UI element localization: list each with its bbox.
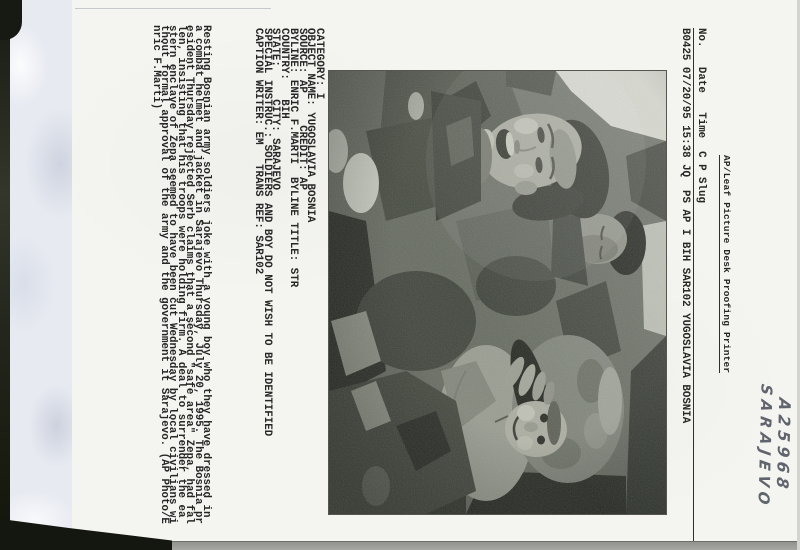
scanner-edge-strip [0, 0, 10, 550]
printer-columns-header: No. Date Time C P Slug [693, 28, 706, 542]
caption-line: nric F.Marti) [149, 25, 162, 110]
handwritten-location: SARAJEVO [754, 382, 776, 511]
metadata-line-state-city: STATE: CITY: SARAJEVO [269, 28, 282, 190]
metadata-line-country: COUNTRY: BIH [278, 28, 291, 119]
metadata-line-caption-writer: CAPTION WRITER: EM TRANS REF: SAR102 [252, 28, 265, 275]
printer-title: AP/Leaf Picture Desk Proofing Printer [721, 155, 732, 374]
caption-line: Resting Bosnian army soldiers joke with a young boy who they have dressed in [200, 25, 212, 518]
printer-entry-row: B0425 07/20/95 15:38 JQ PS AP I BIH SAR102 YUGOSLAVIA BOSNIA [679, 28, 691, 424]
caption-line: thout formal approval of the army and the government it Sarajevo. (AP Photo/E [157, 25, 170, 524]
backing-sheet [6, 0, 79, 546]
metadata-line-special-instruc: SPECIAL INSTRUC.: SOLDIERS AND BOY DO NOT WISH TO BE IDENTIFIED [260, 28, 273, 437]
metadata-line-source-credit: SOURCE: AP CREDIT: AP [295, 28, 308, 190]
wire-photo [328, 70, 667, 515]
caption-line: a combat helmet and jacket in Sarajevo Thursday, July 20, 1995. The Bosnia pr [191, 25, 204, 524]
proof-sheet-paper [72, 0, 798, 544]
caption-block [151, 25, 210, 524]
caption-line: len, insisting that his troops were holding firm. A deal to surrender the ea [174, 25, 187, 518]
caption-line: esident Thursday rejected Serb claims that a second "safe area" Zepa, had fal [183, 25, 196, 524]
document-content [72, 0, 798, 544]
photo-graphic [329, 71, 666, 514]
handwritten-archive-number: A25968 [772, 396, 795, 495]
caption-line: stern enclave of Zepa seemed to have been cut Wednesday by local civilians wi [166, 25, 179, 524]
metadata-block [253, 28, 323, 436]
backing-sheet-edge [75, 8, 271, 9]
metadata-line-category: CATEGORY: I [313, 28, 325, 100]
metadata-line-object-name: OBJECT NAME: YUGOSLAVIA BOSNIA [304, 28, 317, 223]
metadata-line-byline: BYLINE: ENRIC F.MARTI BYLINE TITLE: STR [286, 28, 299, 288]
